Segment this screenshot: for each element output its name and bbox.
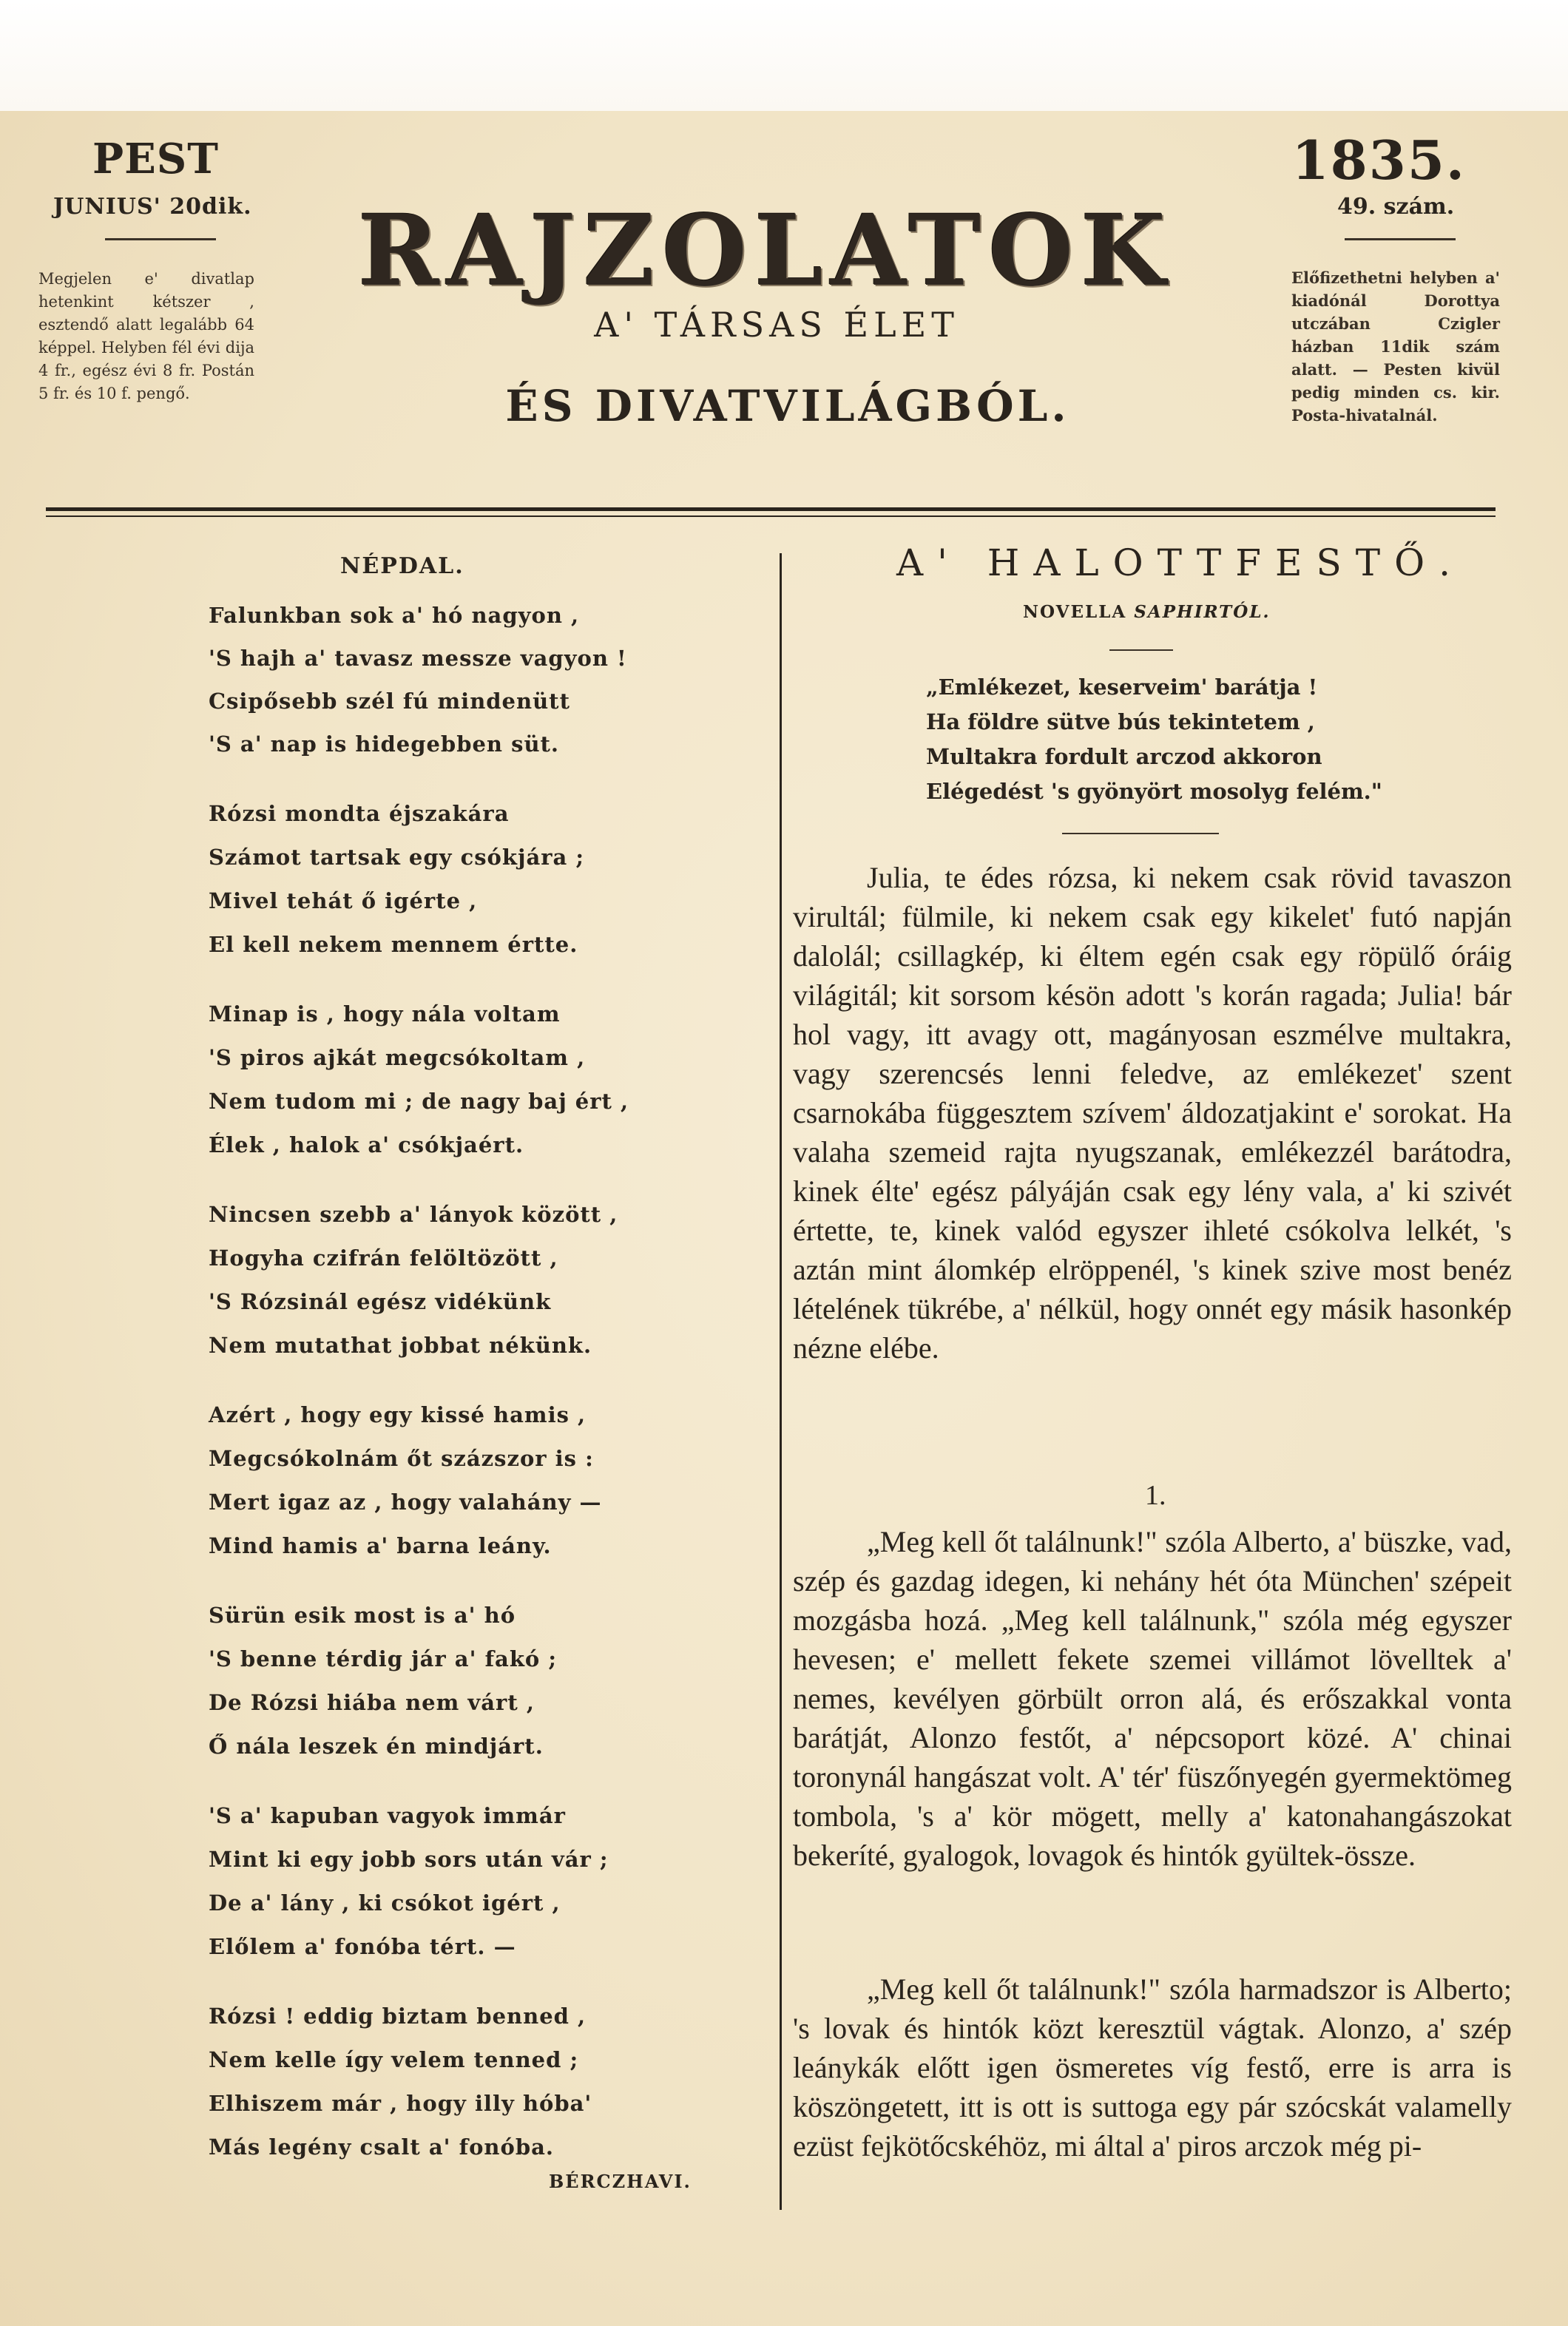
poem-line: Rózsi mondta éjszakára (209, 801, 510, 826)
poem-line: Hogyha czifrán felöltözött , (209, 1245, 558, 1271)
divider (1345, 238, 1456, 240)
divider (1109, 649, 1173, 651)
poem-line: Mert igaz az , hogy valahány — (209, 1490, 602, 1515)
story-paragraph-text: „Meg kell őt találnunk!" szóla harmadszor is Alberto; 's lovak és hintók közt keresztül vágtak. Alonzo, a' szép leánykák előtt igen ösmeretes víg festő, erre is arra is köszöngetett, itt is ott is suttoga egy pár szócskát valamelly ezüst fejkötőcskéhöz, mi által a' piros arczok még pi- (793, 1972, 1512, 2163)
poem-line: Ő nála leszek én mindjárt. (209, 1734, 544, 1759)
page-margin-top (0, 0, 1568, 111)
poem-line: 'S benne térdig jár a' fakó ; (209, 1646, 558, 1671)
poem-line: De a' lány , ki csókot igért , (209, 1890, 561, 1916)
poem-line: Nem tudom mi ; de nagy baj ért , (209, 1089, 629, 1114)
poem-line: Előlem a' fonóba tért. — (209, 1934, 516, 1959)
issue-date: JUNIUS' 20dik. (53, 194, 252, 220)
story-paragraph (793, 1970, 1512, 2166)
masthead-rule (46, 507, 1496, 511)
motto-line: „Emlékezet, keserveim' barátja ! (926, 675, 1318, 700)
story-subtitle-prefix: NOVELLA (1023, 602, 1135, 622)
poem-line: De Rózsi hiába nem várt , (209, 1690, 535, 1715)
story-paragraph-text: „Meg kell őt találnunk!" szóla Alberto, a' büszke, vad, szép és gazdag idegen, ki nehány hét óta München' szépeit mozgásba hozá. „Meg kell találnunk," szóla még egyszer hevesen; e' mellett fekete szemei villámot lövelltek a' nemes, kevélyen görbült orron alá, és erőszakkal vonta barátját, Alonzo festőt, a' népcsoport közé. A' chinai toronynál hangászat volt. A' tér' füszőnyegén gyermektömeg tombola, 's a' kör mögett, melly a' katonahangászokat bekeríté, gyalogok, lovagok és hintók gyültek-össze. (793, 1525, 1512, 1872)
poem-line: Elhiszem már , hogy illy hóba' (209, 2091, 592, 2116)
poem-line: Mind hamis a' barna leány. (209, 1533, 552, 1558)
poem-line: Azért , hogy egy kissé hamis , (209, 1402, 587, 1427)
year: 1835. (1291, 129, 1466, 192)
city-name: PEST (92, 135, 219, 183)
subscription-info: Megjelen e' divatlap hetenkint kétszer , esztendő alatt legalább 64 képpel. Helyben fél évi dija 4 fr., egész évi 8 fr. Postán 5 fr. és 10 f. pengő. (38, 270, 254, 402)
poem-title: NÉPDAL. (340, 553, 464, 579)
poem-line: 'S a' kapuban vagyok immár (209, 1803, 566, 1828)
story-paragraph-text: Julia, te édes rózsa, ki nekem csak rövid tavaszon virultál; fülmile, ki nekem csak egy kikelet' futó napján dalolál; csillagkép, ki éltem egén csak egy röpülő óráig világitál; kit sorsom késön adott 's korán ragada; Julia! bár hol vagy, itt avagy ott, magányosan eszmélve multakra, vagy szerencsés lenni feledve, az emlékezet' szent csarnokába függesztem szívem' áldozatjakint e' sorokat. Ha valaha szemeid rajta nyugszanak, emlékezzél barátodra, kinek élte' egész pályáján csak egy lény vala, a' ki szivét értette, te, kinek valód egyszer ihleté csókolva lelkét, 's aztán mint álomkép elröppenél, 's kinek szive most benéz lételének tükrébe, a' nélkül, hogy onnét egy másik hasonkép nézne elébe. (793, 861, 1512, 1365)
divider (105, 238, 216, 240)
story-author: SAPHIRTÓL. (1134, 602, 1271, 622)
issue-number: 49. szám. (1337, 194, 1455, 220)
masthead-subtitle-2: ÉS DIVATVILÁGBÓL. (505, 381, 1070, 431)
story-title: A' HALOTTFESTŐ. (896, 541, 1464, 584)
masthead-rule (46, 515, 1496, 517)
story-subtitle (1023, 602, 1271, 622)
section-number: 1. (1145, 1480, 1166, 1511)
poem-line: Számot tartsak egy csókjára ; (209, 845, 585, 870)
poem-line: 'S Rózsinál egész vidékünk (209, 1289, 552, 1314)
story-paragraph (793, 858, 1512, 1367)
poem-line: Nem mutathat jobbat nékünk. (209, 1333, 592, 1358)
poem-line: Falunkban sok a' hó nagyon , (209, 603, 580, 628)
divider (1062, 833, 1219, 834)
poem-line: Sürün esik most is a' hó (209, 1603, 516, 1628)
poem-line: Nincsen szebb a' lányok között , (209, 1202, 618, 1227)
poem-line: El kell nekem mennem értte. (209, 932, 578, 957)
poem-line: Nem kelle így velem tenned ; (209, 2047, 579, 2072)
column-divider (780, 553, 782, 2210)
poem-line: Rózsi ! eddig biztam benned , (209, 2004, 587, 2029)
masthead-subtitle-1: A' TÁRSAS ÉLET (594, 305, 959, 345)
poem-line: 'S a' nap is hidegebben süt. (209, 731, 560, 757)
poem-author: BÉRCZHAVI. (549, 2171, 692, 2192)
masthead-title: RAJZOLATOK (358, 194, 1173, 308)
poem-line: Csipősebb szél fú mindenütt (209, 689, 570, 714)
motto-line: Ha földre sütve bús tekintetem , (926, 709, 1315, 734)
poem-line: Más legény csalt a' fonóba. (209, 2134, 554, 2160)
poem-line: Minap is , hogy nála voltam (209, 1001, 561, 1027)
story-paragraph (793, 1522, 1512, 1875)
poem-line: Megcsókolnám őt százszor is : (209, 1446, 594, 1471)
motto-line: Elégedést 's gyönyört mosolyg felém." (926, 779, 1382, 804)
subscription-location-info: Előfizethetni helyben a' kiadónál Dorottya utczában Czigler házban 11dik szám alatt. — Pesten kivül pedig minden cs. kir. Posta-hivatalnál. (1291, 268, 1500, 425)
poem-line: 'S hajh a' tavasz messze vagyon ! (209, 646, 627, 671)
poem-line: Mivel tehát ő igérte , (209, 888, 478, 913)
motto-line: Multakra fordult arczod akkoron (926, 744, 1322, 769)
poem-line: 'S piros ajkát megcsókoltam , (209, 1045, 586, 1070)
poem-line: Élek , halok a' csókjaért. (209, 1132, 524, 1157)
poem-line: Mint ki egy jobb sors után vár ; (209, 1847, 609, 1872)
